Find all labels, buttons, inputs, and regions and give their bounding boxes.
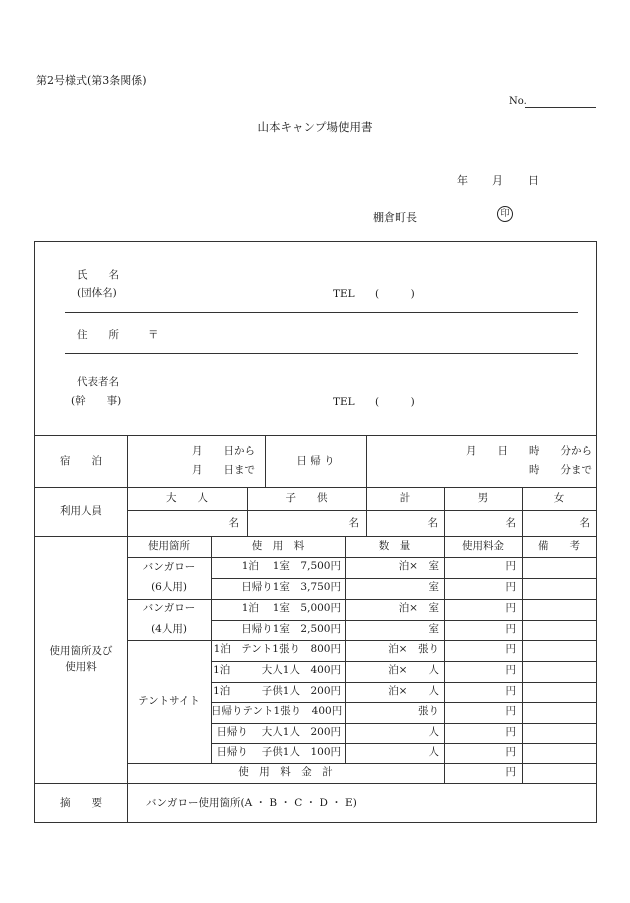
header-adult: 大 人 (166, 492, 208, 504)
fee-rate: 日帰り 大人1人 200円 (216, 726, 341, 738)
table-rule (35, 783, 596, 784)
group-name-label: (団体名) (77, 287, 117, 299)
divider-line (65, 312, 578, 313)
quantity-field[interactable]: 人 (428, 746, 439, 758)
header-female: 女 (553, 492, 565, 504)
application-form (34, 241, 597, 823)
fee-rate: 1泊 子供1人 200円 (213, 685, 341, 697)
table-rule (35, 435, 596, 436)
number-field[interactable] (525, 107, 596, 108)
male-count-field[interactable]: 名 (505, 517, 516, 529)
tent-site-label: テントサイト (138, 695, 200, 707)
number-label: No. (509, 96, 527, 107)
total-count-field[interactable]: 名 (427, 517, 438, 529)
table-rule (211, 661, 596, 662)
date-month: 月 (492, 174, 503, 187)
representative-label: 代表者名 (77, 376, 119, 388)
adult-count-field[interactable]: 名 (228, 517, 239, 529)
date-day: 日 (528, 174, 539, 187)
table-rule (127, 510, 596, 511)
summary-label: 摘 要 (60, 797, 102, 809)
fee-rate: 1泊 大人1人 400円 (213, 664, 341, 676)
day-trip-to-time[interactable]: 時 分まで (529, 464, 592, 476)
quantity-field[interactable]: 人 (428, 726, 439, 738)
bungalow-selection[interactable]: バンガロー使用箇所(A ・ B ・ C ・ D ・ E) (146, 797, 357, 809)
header-child: 子 供 (285, 492, 328, 504)
table-rule (127, 640, 596, 641)
child-count-field[interactable]: 名 (348, 517, 359, 529)
bungalow-4-capacity: (4人用) (151, 623, 187, 635)
fees-label: 使用箇所及び (49, 645, 113, 657)
tel-label: TEL (333, 396, 355, 408)
fee-rate: 日帰り1室 2,500円 (241, 623, 341, 635)
amount-field[interactable]: 円 (505, 623, 516, 635)
bungalow-6-capacity: (6人用) (151, 581, 187, 593)
tel-field[interactable]: ( ) (375, 396, 415, 408)
fee-rate: 日帰り 子供1人 100円 (216, 746, 341, 758)
amount-field[interactable]: 円 (505, 726, 516, 738)
address-label: 住 所 (77, 329, 119, 341)
table-rule (127, 599, 596, 600)
bungalow-6-label: バンガロー (142, 561, 196, 573)
table-rule (211, 702, 596, 703)
amount-field[interactable]: 円 (505, 643, 516, 655)
document-title: 山本キャンプ場使用書 (257, 120, 373, 134)
tel-label: TEL (333, 288, 355, 300)
fee-rate: 1泊 1室 5,000円 (241, 602, 341, 614)
female-count-field[interactable]: 名 (579, 517, 590, 529)
fee-rate: 1泊 テント1張り 800円 (213, 643, 341, 655)
stay-label: 宿 泊 (60, 455, 102, 467)
quantity-field[interactable]: 室 (428, 581, 439, 593)
day-trip-from-time[interactable]: 月 日 時 分から (466, 445, 592, 457)
quantity-field[interactable]: 泊× 室 (398, 602, 439, 614)
header-total: 計 (399, 492, 411, 504)
amount-field[interactable]: 円 (505, 685, 516, 697)
header-fee-amount: 使用料金 (462, 540, 504, 552)
header-quantity: 数 量 (378, 540, 411, 552)
quantity-field[interactable]: 泊× 人 (388, 664, 439, 676)
name-label: 氏 名 (77, 269, 119, 281)
table-rule (35, 487, 596, 488)
total-fee-label: 使 用 料 金 計 (238, 766, 333, 778)
stay-to-date[interactable]: 月 日まで (192, 464, 255, 476)
day-trip-label: 日 帰 り (296, 455, 335, 467)
amount-field[interactable]: 円 (505, 560, 516, 572)
table-rule (35, 536, 596, 537)
total-fee-field[interactable]: 円 (505, 766, 516, 778)
amount-field[interactable]: 円 (505, 746, 516, 758)
amount-field[interactable]: 円 (505, 705, 516, 717)
table-rule (366, 435, 367, 487)
table-rule (211, 682, 596, 683)
tel-field[interactable]: ( ) (375, 288, 415, 300)
header-fee: 使 用 料 (251, 540, 305, 552)
amount-field[interactable]: 円 (505, 581, 516, 593)
mayor-addressee: 棚倉町長 (373, 211, 417, 224)
bungalow-4-label: バンガロー (142, 602, 196, 614)
header-remarks: 備 考 (538, 540, 580, 552)
table-rule (211, 743, 596, 744)
date-year: 年 (457, 174, 468, 187)
quantity-field[interactable]: 泊× 人 (388, 685, 439, 697)
table-rule (127, 557, 596, 558)
postal-code-field[interactable]: 〒 (148, 329, 159, 341)
table-rule (211, 620, 596, 621)
quantity-field[interactable]: 泊× 張り (388, 643, 439, 655)
amount-field[interactable]: 円 (505, 664, 516, 676)
fee-rate: 1泊 1室 7,500円 (241, 560, 341, 572)
header-male: 男 (477, 492, 489, 504)
form-id: 第2号様式(第3条関係) (36, 74, 147, 87)
table-rule (522, 536, 523, 783)
quantity-field[interactable]: 室 (428, 623, 439, 635)
officer-label: (幹 事) (71, 395, 122, 407)
table-rule (127, 763, 596, 764)
divider-line (65, 353, 578, 354)
fee-rate: 日帰り1室 3,750円 (241, 581, 341, 593)
stay-from-date[interactable]: 月 日から (192, 445, 255, 457)
quantity-field[interactable]: 張り (418, 705, 439, 717)
seal-mark: 印 (497, 206, 513, 222)
table-rule (211, 578, 596, 579)
table-rule (211, 723, 596, 724)
users-label: 利用人員 (60, 505, 102, 517)
header-location: 使用箇所 (148, 540, 190, 552)
amount-field[interactable]: 円 (505, 602, 516, 614)
quantity-field[interactable]: 泊× 室 (398, 560, 439, 572)
fee-rate: 日帰りテント1張り 400円 (211, 705, 343, 717)
fees-label: 使用料 (65, 661, 97, 673)
